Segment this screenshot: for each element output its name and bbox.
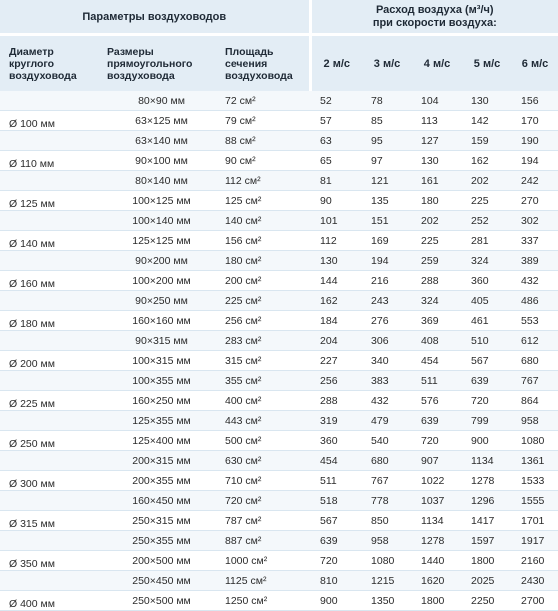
cell-flow: 324 [471, 254, 489, 267]
cell-diameter: Ø 315 мм [9, 518, 55, 530]
cell-diameter: Ø 400 мм [9, 598, 55, 610]
cell-flow: 97 [371, 154, 383, 167]
cell-flow: 1800 [471, 554, 495, 567]
cell-flow: 486 [521, 294, 539, 307]
cell-flow: 65 [320, 154, 332, 167]
cell-flow: 1800 [421, 594, 445, 607]
cell-diameter [0, 171, 98, 191]
cell-flow: 113 [421, 114, 438, 127]
table-row [0, 91, 558, 111]
cell-flow: 2250 [471, 594, 495, 607]
cell-flow: 52 [320, 94, 332, 107]
cell-flow: 324 [421, 294, 439, 307]
cell-diameter: Ø 350 мм [9, 558, 55, 570]
cell-area: 180 см² [225, 254, 262, 267]
cell-diameter: Ø 180 мм [9, 318, 55, 330]
cell-flow: 151 [371, 214, 389, 227]
table-row [0, 251, 558, 271]
header-col-area [216, 35, 310, 92]
cell-diameter: Ø 200 мм [9, 358, 55, 370]
cell-area: 125 см² [225, 194, 262, 207]
table-row [0, 291, 558, 311]
table-row [0, 411, 558, 431]
cell-rect-size: 125×355 мм [132, 414, 191, 427]
cell-flow: 767 [371, 474, 389, 487]
cell-flow: 1417 [471, 514, 495, 527]
cell-flow: 169 [371, 234, 389, 247]
table-row [0, 331, 558, 351]
cell-flow: 156 [521, 94, 539, 107]
cell-flow: 680 [521, 354, 539, 367]
cell-diameter [0, 451, 98, 471]
cell-flow: 454 [421, 354, 439, 367]
cell-flow: 1134 [421, 514, 444, 527]
cell-area: 283 см² [225, 334, 262, 347]
cell-flow: 900 [471, 434, 489, 447]
cell-flow: 799 [471, 414, 489, 427]
header-flow-line1: Расход воздуха (м³/ч) [375, 3, 494, 16]
cell-diameter [0, 251, 98, 271]
table-row [0, 591, 558, 611]
cell-flow: 461 [471, 314, 489, 327]
cell-flow: 90 [320, 194, 332, 207]
header-col-rect-line: воздуховода [107, 69, 175, 82]
cell-area: 256 см² [225, 314, 262, 327]
cell-area: 315 см² [225, 354, 262, 367]
cell-flow: 190 [521, 134, 539, 147]
table-row [0, 191, 558, 211]
cell-flow: 276 [371, 314, 389, 327]
cell-rect-size: 250×315 мм [132, 514, 191, 527]
cell-diameter [0, 571, 98, 591]
header-col-area-line: воздуховода [225, 69, 293, 82]
cell-flow: 121 [371, 174, 389, 187]
table-row [0, 511, 558, 531]
cell-flow: 612 [521, 334, 539, 347]
cell-area: 887 см² [225, 534, 262, 547]
cell-area: 443 см² [225, 414, 262, 427]
cell-diameter [0, 131, 98, 151]
cell-area: 140 см² [225, 214, 262, 227]
cell-rect-size: 90×315 мм [135, 334, 188, 347]
cell-flow: 850 [371, 514, 389, 527]
cell-flow: 81 [320, 174, 332, 187]
header-col-rect [98, 35, 216, 92]
cell-flow: 767 [521, 374, 539, 387]
table-row [0, 171, 558, 191]
cell-flow: 639 [320, 534, 338, 547]
cell-flow: 127 [421, 134, 439, 147]
cell-flow: 1555 [521, 494, 545, 507]
cell-area: 500 см² [225, 434, 262, 447]
cell-area: 90 см² [225, 154, 256, 167]
cell-flow: 1080 [521, 434, 545, 447]
cell-rect-size: 250×500 мм [132, 594, 191, 607]
cell-flow: 57 [320, 114, 332, 127]
cell-flow: 288 [320, 394, 338, 407]
cell-rect-size: 125×125 мм [132, 234, 191, 247]
cell-flow: 1597 [471, 534, 495, 547]
cell-diameter [0, 291, 98, 311]
cell-flow: 1533 [521, 474, 545, 487]
cell-diameter: Ø 140 мм [9, 238, 55, 250]
cell-flow: 85 [371, 114, 383, 127]
cell-flow: 170 [521, 114, 539, 127]
cell-area: 225 см² [225, 294, 262, 307]
table-row [0, 531, 558, 551]
cell-diameter: Ø 110 мм [9, 158, 55, 170]
cell-area: 88 см² [225, 134, 256, 147]
cell-flow: 162 [320, 294, 338, 307]
cell-flow: 256 [320, 374, 338, 387]
cell-diameter: Ø 125 мм [9, 198, 55, 210]
cell-flow: 720 [320, 554, 338, 567]
cell-flow: 1080 [371, 554, 395, 567]
cell-area: 156 см² [225, 234, 262, 247]
cell-flow: 2430 [521, 574, 545, 587]
cell-flow: 567 [471, 354, 489, 367]
cell-flow: 2700 [521, 594, 545, 607]
cell-flow: 112 [320, 234, 337, 247]
cell-flow: 101 [320, 214, 338, 227]
cell-flow: 194 [371, 254, 389, 267]
cell-rect-size: 100×315 мм [132, 354, 191, 367]
cell-flow: 553 [521, 314, 539, 327]
cell-area: 79 см² [225, 114, 256, 127]
cell-flow: 2025 [471, 574, 495, 587]
header-col-diameter-line: круглого [9, 57, 55, 70]
table-row [0, 491, 558, 511]
cell-rect-size: 80×140 мм [135, 174, 188, 187]
cell-flow: 78 [371, 94, 383, 107]
cell-flow: 680 [371, 454, 389, 467]
cell-flow: 958 [521, 414, 539, 427]
table-row [0, 111, 558, 131]
header-speed-3: 3 м/с [362, 35, 412, 92]
header-speed-5: 5 м/с [462, 35, 512, 92]
cell-flow: 900 [320, 594, 338, 607]
cell-rect-size: 90×200 мм [135, 254, 188, 267]
cell-flow: 1215 [371, 574, 395, 587]
cell-flow: 130 [320, 254, 338, 267]
header-col-rect-line: Размеры [107, 45, 154, 58]
cell-flow: 204 [320, 334, 338, 347]
cell-flow: 1701 [521, 514, 545, 527]
table-row [0, 431, 558, 451]
cell-flow: 1022 [421, 474, 445, 487]
cell-rect-size: 100×200 мм [132, 274, 191, 287]
cell-flow: 864 [521, 394, 539, 407]
cell-flow: 95 [371, 134, 383, 147]
cell-rect-size: 100×140 мм [132, 214, 191, 227]
cell-rect-size: 100×125 мм [132, 194, 191, 207]
cell-flow: 1361 [521, 454, 545, 467]
table-row [0, 211, 558, 231]
cell-flow: 454 [320, 454, 338, 467]
cell-rect-size: 200×355 мм [132, 474, 191, 487]
cell-flow: 288 [421, 274, 439, 287]
cell-flow: 567 [320, 514, 338, 527]
cell-rect-size: 160×250 мм [132, 394, 191, 407]
cell-rect-size: 90×100 мм [135, 154, 188, 167]
cell-flow: 270 [521, 194, 539, 207]
cell-diameter: Ø 300 мм [9, 478, 55, 490]
cell-area: 112 см² [225, 174, 261, 187]
header-speed-2: 2 м/с [310, 35, 362, 92]
header-col-area-line: сечения [225, 57, 268, 70]
cell-flow: 130 [421, 154, 439, 167]
cell-flow: 1350 [371, 594, 395, 607]
cell-flow: 576 [421, 394, 439, 407]
cell-flow: 383 [371, 374, 389, 387]
table-row [0, 551, 558, 571]
cell-flow: 389 [521, 254, 539, 267]
cell-flow: 639 [421, 414, 439, 427]
cell-area: 72 см² [225, 94, 256, 107]
cell-flow: 1440 [421, 554, 445, 567]
cell-flow: 161 [421, 174, 439, 187]
cell-rect-size: 200×315 мм [132, 454, 191, 467]
table-row [0, 311, 558, 331]
header-group-flow [310, 0, 558, 35]
cell-area: 400 см² [225, 394, 262, 407]
cell-diameter [0, 91, 98, 111]
cell-flow: 252 [471, 214, 489, 227]
cell-flow: 1134 [471, 454, 494, 467]
cell-flow: 479 [371, 414, 389, 427]
cell-area: 200 см² [225, 274, 262, 287]
cell-flow: 369 [421, 314, 439, 327]
cell-diameter [0, 491, 98, 511]
cell-area: 355 см² [225, 374, 262, 387]
cell-flow: 337 [521, 234, 539, 247]
cell-flow: 1037 [421, 494, 445, 507]
cell-rect-size: 80×90 мм [138, 94, 185, 107]
header-col-diameter [0, 35, 98, 92]
cell-flow: 510 [471, 334, 489, 347]
cell-flow: 202 [471, 174, 489, 187]
cell-flow: 405 [471, 294, 489, 307]
cell-flow: 135 [371, 194, 389, 207]
table-row [0, 151, 558, 171]
cell-flow: 432 [521, 274, 539, 287]
cell-flow: 319 [320, 414, 338, 427]
cell-rect-size: 160×450 мм [132, 494, 191, 507]
table-row [0, 231, 558, 251]
cell-rect-size: 250×355 мм [132, 534, 191, 547]
cell-diameter [0, 331, 98, 351]
table-row [0, 471, 558, 491]
cell-flow: 360 [471, 274, 489, 287]
header-col-diameter-line: воздуховода [9, 69, 77, 82]
cell-rect-size: 250×450 мм [132, 574, 191, 587]
cell-flow: 1296 [471, 494, 495, 507]
cell-flow: 180 [421, 194, 439, 207]
cell-flow: 540 [371, 434, 389, 447]
cell-rect-size: 200×500 мм [132, 554, 191, 567]
cell-flow: 225 [471, 194, 489, 207]
cell-flow: 360 [320, 434, 338, 447]
cell-flow: 104 [421, 94, 439, 107]
cell-area: 720 см² [225, 494, 262, 507]
header-col-diameter-line: Диаметр [9, 45, 54, 58]
cell-flow: 639 [471, 374, 489, 387]
cell-diameter [0, 411, 98, 431]
table-row [0, 371, 558, 391]
cell-flow: 202 [421, 214, 439, 227]
cell-flow: 340 [371, 354, 389, 367]
cell-flow: 194 [521, 154, 539, 167]
cell-diameter [0, 371, 98, 391]
cell-flow: 432 [371, 394, 389, 407]
cell-flow: 242 [521, 174, 539, 187]
cell-area: 1000 см² [225, 554, 268, 567]
header-col-rect-line: прямоугольного [107, 57, 193, 70]
cell-area: 1125 см² [225, 574, 267, 587]
cell-flow: 259 [421, 254, 439, 267]
cell-flow: 720 [421, 434, 439, 447]
cell-flow: 778 [371, 494, 389, 507]
cell-flow: 184 [320, 314, 338, 327]
cell-flow: 518 [320, 494, 338, 507]
table-row [0, 451, 558, 471]
table-row [0, 351, 558, 371]
cell-flow: 243 [371, 294, 389, 307]
cell-flow: 159 [471, 134, 489, 147]
cell-rect-size: 90×250 мм [135, 294, 188, 307]
header-speed-6: 6 м/с [512, 35, 558, 92]
cell-diameter [0, 531, 98, 551]
cell-flow: 408 [421, 334, 439, 347]
cell-flow: 720 [471, 394, 489, 407]
table-header [0, 0, 558, 91]
cell-flow: 1917 [521, 534, 545, 547]
cell-flow: 144 [320, 274, 338, 287]
header-speed-4: 4 м/с [412, 35, 462, 92]
cell-flow: 306 [371, 334, 389, 347]
cell-rect-size: 63×125 мм [135, 114, 188, 127]
cell-area: 630 см² [225, 454, 262, 467]
header-col-area-line: Площадь [225, 45, 274, 58]
cell-diameter: Ø 250 мм [9, 438, 55, 450]
cell-flow: 511 [421, 374, 438, 387]
cell-rect-size: 100×355 мм [132, 374, 191, 387]
cell-flow: 162 [471, 154, 489, 167]
cell-flow: 810 [320, 574, 338, 587]
header-flow-line2: при скорости воздуха: [372, 16, 497, 29]
cell-flow: 281 [471, 234, 489, 247]
cell-flow: 302 [521, 214, 539, 227]
cell-flow: 227 [320, 354, 338, 367]
table-row [0, 571, 558, 591]
cell-flow: 907 [421, 454, 439, 467]
cell-flow: 63 [320, 134, 332, 147]
table-body [0, 91, 558, 611]
cell-area: 787 см² [225, 514, 262, 527]
table-row [0, 131, 558, 151]
cell-diameter [0, 211, 98, 231]
cell-rect-size: 160×160 мм [132, 314, 191, 327]
cell-flow: 225 [421, 234, 439, 247]
cell-flow: 958 [371, 534, 389, 547]
table-row [0, 391, 558, 411]
cell-flow: 130 [471, 94, 489, 107]
cell-flow: 2160 [521, 554, 545, 567]
cell-diameter: Ø 225 мм [9, 398, 55, 410]
cell-rect-size: 63×140 мм [135, 134, 188, 147]
cell-flow: 142 [471, 114, 489, 127]
cell-diameter: Ø 160 мм [9, 278, 55, 290]
cell-area: 1250 см² [225, 594, 268, 607]
cell-flow: 1278 [421, 534, 445, 547]
header-group-params: Параметры воздуховодов [0, 0, 310, 35]
cell-flow: 216 [371, 274, 389, 287]
cell-diameter: Ø 100 мм [9, 118, 55, 130]
cell-area: 710 см² [225, 474, 262, 487]
cell-flow: 1620 [421, 574, 445, 587]
table-row [0, 271, 558, 291]
cell-flow: 1278 [471, 474, 495, 487]
cell-flow: 511 [320, 474, 337, 487]
cell-rect-size: 125×400 мм [132, 434, 191, 447]
